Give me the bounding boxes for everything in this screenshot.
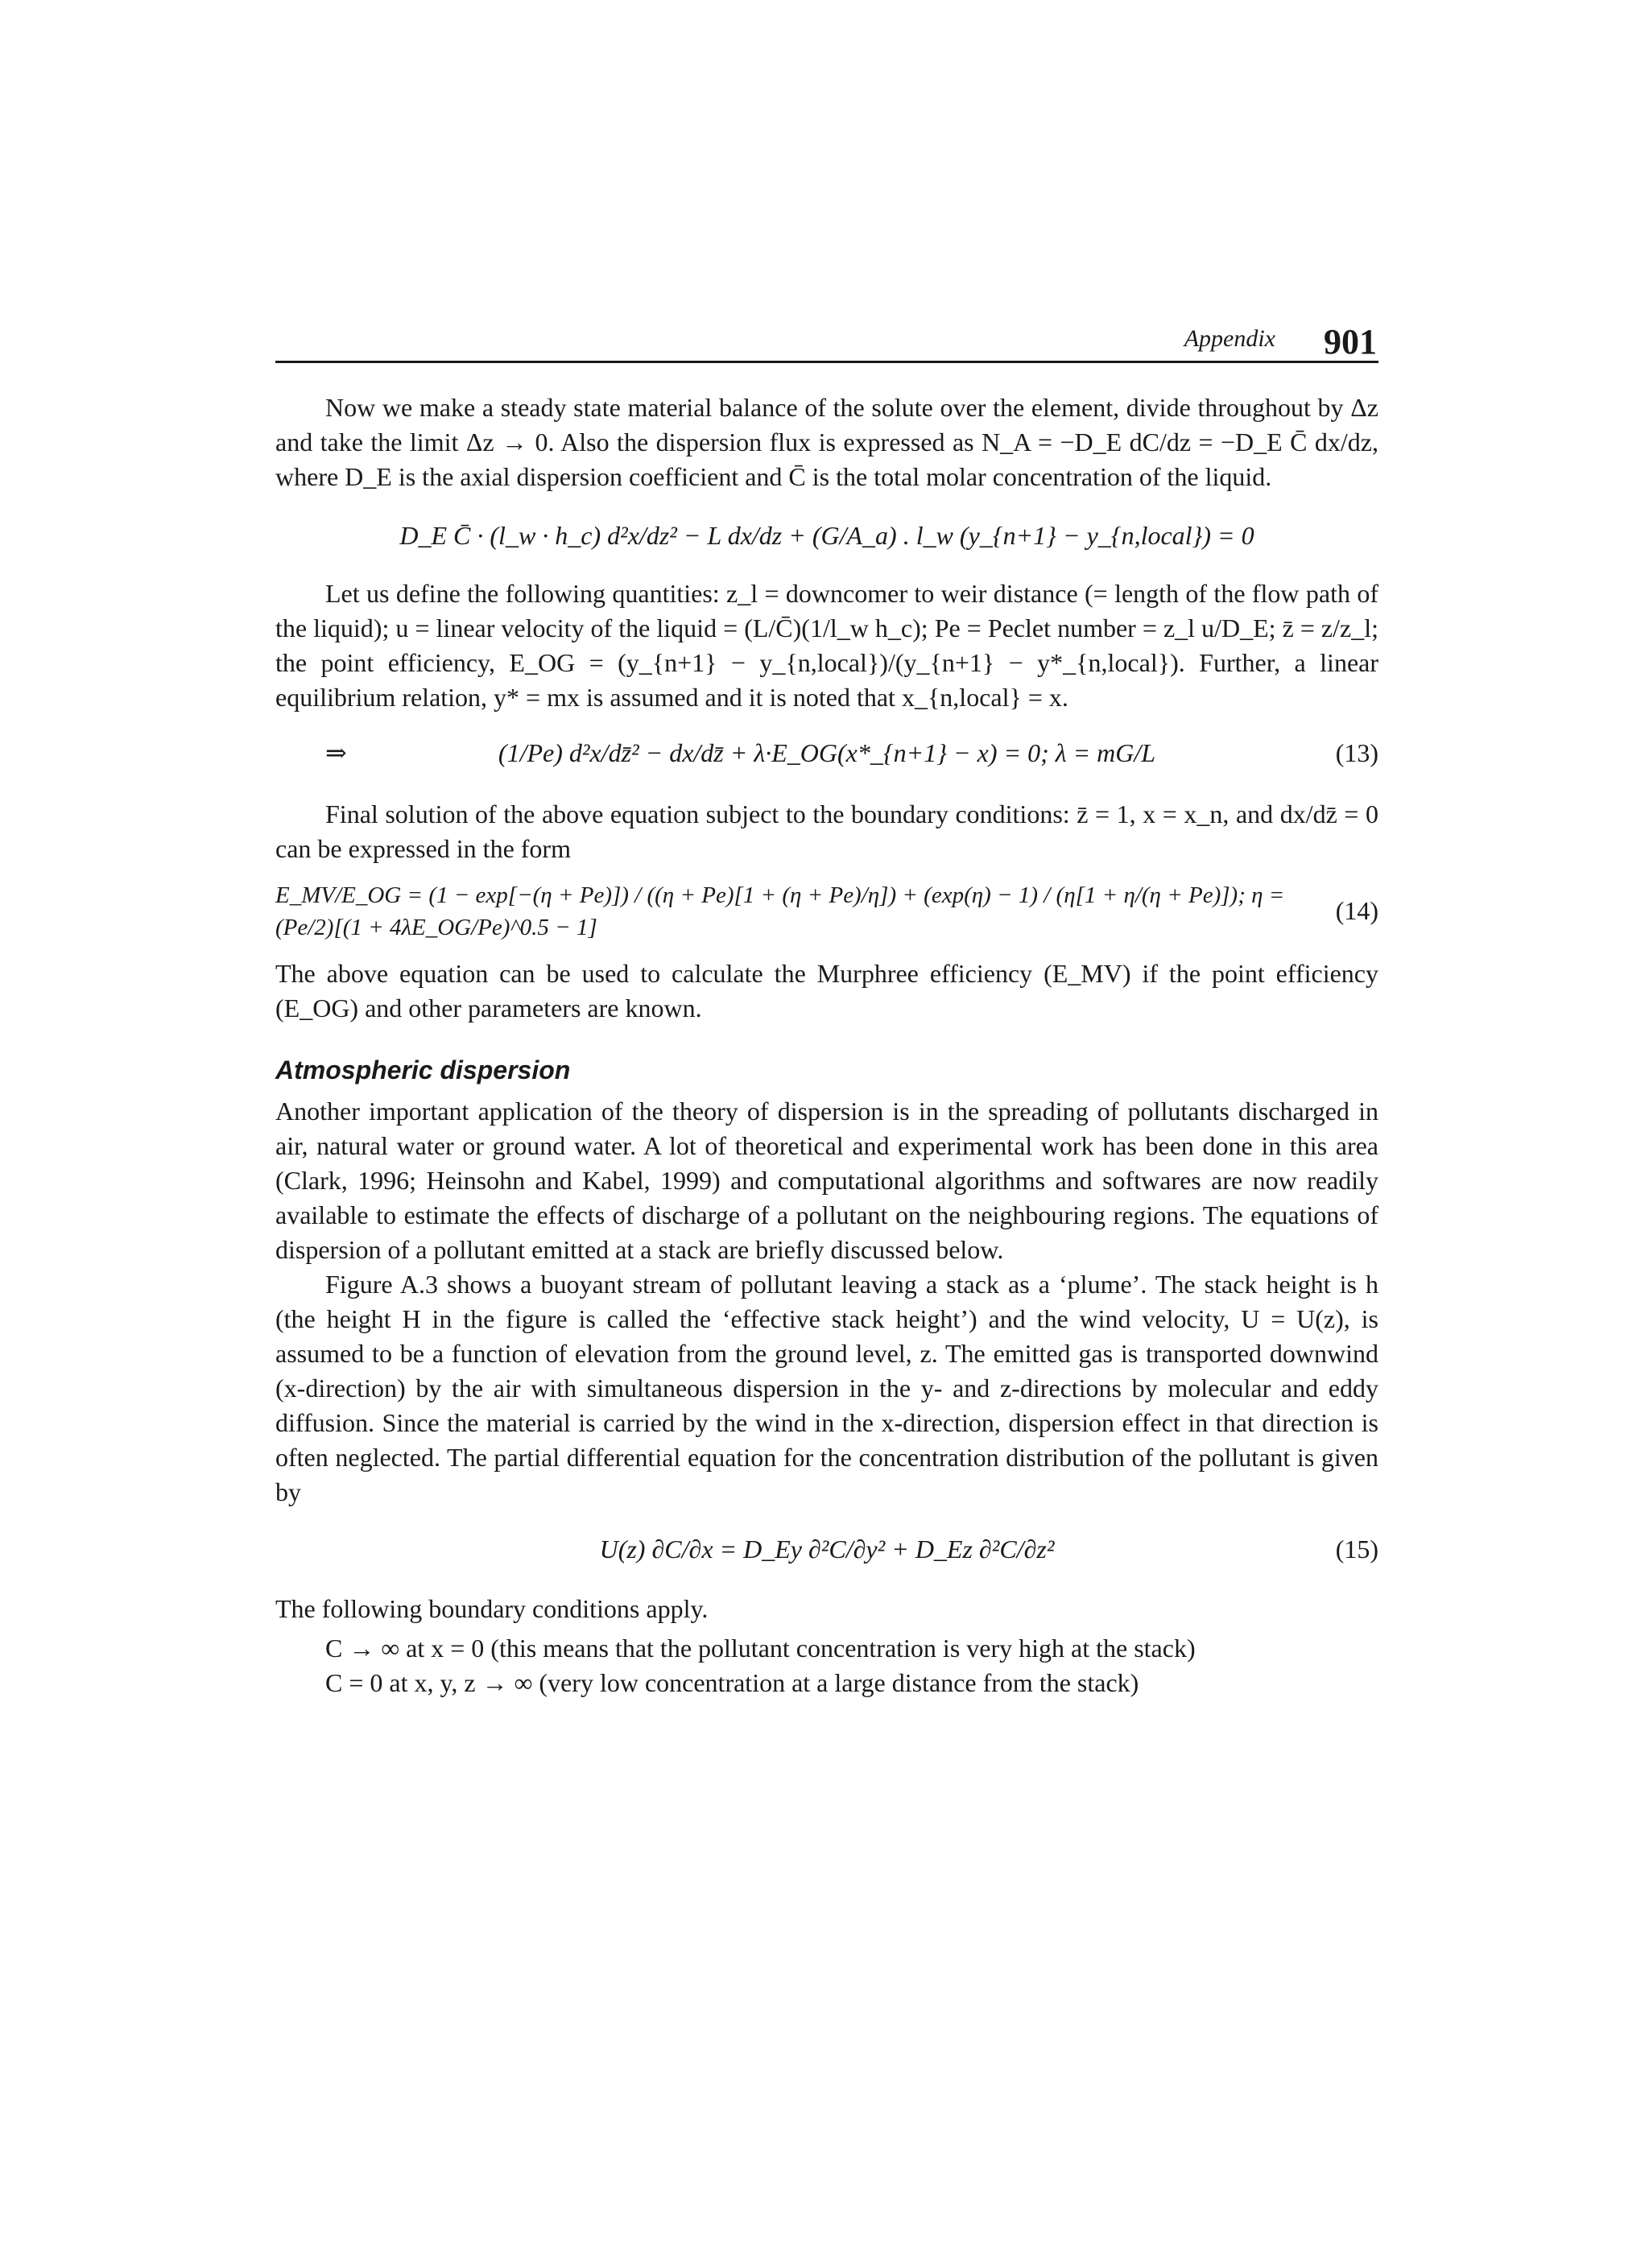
page-number: 901 [1324, 322, 1377, 361]
paragraph-final-solution: Final solution of the above equation subject to the boundary conditions: z̄ = 1, x = x_n, and dx/dz̄ = 0 can be expressed in the form [275, 799, 1378, 863]
equation-balance-body: D_E C̄ · (l_w · h_c) d²x/dz² − L dx/dz + (G/A_a) . l_w (y_{n+1} − y_{n,local}) = 0 [399, 521, 1254, 550]
equation-balance [275, 501, 1378, 570]
paragraph-murphree: The above equation can be used to calculate the Murphree efficiency (E_MV) if the point efficiency (E_OG) and other parameters are known. [275, 959, 1378, 1022]
running-title: Appendix [1184, 325, 1275, 352]
boundary-condition-1: C → ∞ at x = 0 (this means that the pollutant concentration is very high at the stack) [325, 1634, 1196, 1663]
running-header [275, 314, 1378, 363]
implies-arrow: ⇒ [325, 738, 347, 767]
equation-15-body: U(z) ∂C/∂x = D_Ey ∂²C/∂y² + D_Ez ∂²C/∂z² [599, 1535, 1055, 1564]
equation-15 [275, 1516, 1378, 1585]
equation-14-number: (14) [1335, 896, 1378, 925]
page-content [275, 314, 1378, 1700]
paragraph-dispersion-intro: Another important application of the theory of dispersion is in the spreading of pollutants discharged in air, natural water or ground water. A lot of theoretical and experimental work has been done in this area (Clark, 1996; Heinsohn and Kabel, 1999) and computational algorithms and softwares are now readily available to estimate the effects of discharge of a pollutant on the neighbouring regions. The equations of dispersion of a pollutant emitted at a stack are briefly discussed below. [275, 1097, 1378, 1264]
equation-14 [275, 873, 1378, 950]
paragraph-boundary-intro: The following boundary conditions apply. [275, 1594, 709, 1623]
paragraph-material-balance: Now we make a steady state material balance of the solute over the element, divide throughout by Δz and take the limit Δz → 0. Also the dispersion flux is expressed as N_A = −D_E dC/dz = −D_E C̄ dx/dz, where D_E is the axial dispersion coefficient and C̄ is the total molar concentration of the liquid. [275, 393, 1378, 491]
equation-14-body: E_MV/E_OG = (1 − exp[−(η + Pe)]) / ((η + Pe)[1 + (η + Pe)/η]) + (exp(η) − 1) / (η[1 + η/(η + Pe)]); η = (Pe/2)[(1 + 4λE_OG/Pe)^0.5 − 1] [275, 882, 1285, 940]
paragraph-plume: Figure A.3 shows a buoyant stream of pollutant leaving a stack as a ‘plume’. The stack height is h (the height H in the figure is called the ‘effective stack height’) and the wind velocity, U = U(z), is assumed to be a function of elevation from the ground level, z. The emitted gas is transported downwind (x-direction) by the air with simultaneous dispersion in the y- and z-directions by molecular and eddy diffusion. Since the material is carried by the wind in the x-direction, dispersion effect in that direction is often neglected. The partial differential equation for the concentration distribution of the pollutant is given by [275, 1270, 1378, 1506]
equation-13-body: (1/Pe) d²x/dz̄² − dx/dz̄ + λ·E_OG(x*_{n+1} − x) = 0; λ = mG/L [498, 738, 1156, 767]
equation-15-number: (15) [1335, 1535, 1378, 1564]
equation-13 [275, 721, 1378, 791]
paragraph-definitions: Let us define the following quantities: z_l = downcomer to weir distance (= length of the flow path of the liquid); u = linear velocity of the liquid = (L/C̄)(1/l_w h_c); Pe = Peclet number = z_l u/D_E; z̄ = z/z_l; the point efficiency, E_OG = (y_{n+1} − y_{n,local})/(y_{n+1} − y*_{n,local}). Further, a linear equilibrium relation, y* = mx is assumed and it is noted that x_{n,local} = x. [275, 579, 1378, 712]
equation-13-number: (13) [1335, 738, 1378, 767]
boundary-condition-2: C = 0 at x, y, z → ∞ (very low concentration at a large distance from the stack) [325, 1668, 1139, 1697]
section-title-atmospheric-dispersion: Atmospheric dispersion [275, 1056, 571, 1084]
